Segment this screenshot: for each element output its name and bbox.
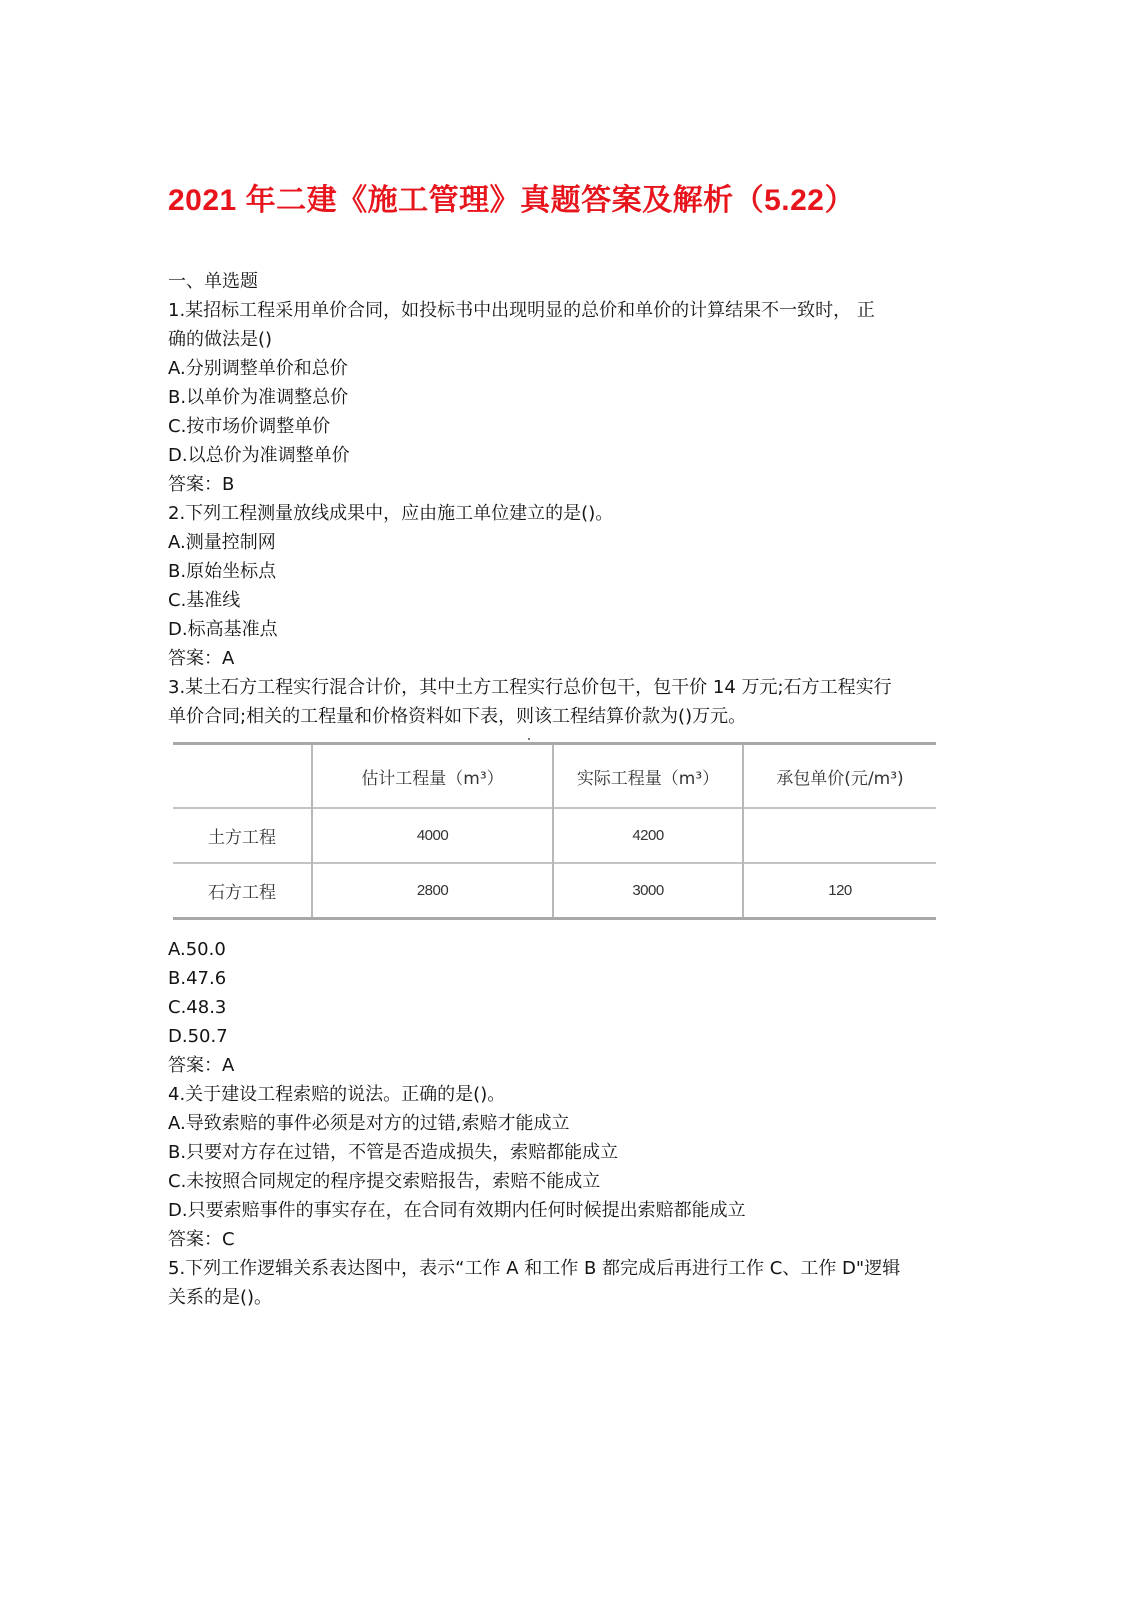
question-1-option-b: B.以单价为准调整总价 [168, 387, 349, 408]
question-2-option-c: C.基准线 [168, 590, 241, 611]
question-3-option-d: D.50.7 [168, 1026, 228, 1047]
question-3-stem-cont: 单价合同;相关的工程量和价格资料如下表，则该工程结算价款为()万元。 [168, 706, 747, 727]
question-3-stem: 3.某土石方工程实行混合计价，其中土方工程实行总价包干，包干价 14 万元;石方工程实行 [168, 677, 892, 698]
cell-rockwork-actual: 3000 [553, 863, 743, 919]
table-header-blank [173, 744, 312, 809]
cell-earthwork-unit-price [743, 808, 936, 863]
table-row [173, 863, 936, 919]
question-4-option-d: D.只要索赔事件的事实存在，在合同有效期内任何时候提出索赔都能成立 [168, 1200, 746, 1221]
question-5-stem-cont: 关系的是()。 [168, 1287, 273, 1308]
question-3-option-c: C.48.3 [168, 997, 227, 1018]
question-3-option-b: B.47.6 [168, 968, 227, 989]
cell-earthwork-actual: 4200 [553, 808, 743, 863]
stray-dot [528, 738, 530, 740]
table-header-unit-price: 承包单价(元/m³) [743, 744, 936, 809]
quantity-price-table [173, 742, 936, 920]
cell-rockwork-unit-price: 120 [743, 863, 936, 919]
table-header-row [173, 744, 936, 809]
question-3-answer: 答案：A [168, 1055, 235, 1076]
question-4-stem: 4.关于建设工程索赔的说法。正确的是()。 [168, 1084, 506, 1105]
row-label-earthwork: 土方工程 [173, 808, 312, 863]
question-5-stem: 5.下列工作逻辑关系表达图中，表示“工作 A 和工作 B 都完成后再进行工作 C、工作 D"逻辑 [168, 1258, 901, 1279]
question-1-stem-cont: 确的做法是() [168, 329, 273, 350]
question-1-option-d: D.以总价为准调整单价 [168, 445, 350, 466]
question-4-option-c: C.未按照合同规定的程序提交索赔报告，索赔不能成立 [168, 1171, 601, 1192]
question-2-option-a: A.测量控制网 [168, 532, 276, 553]
question-4-option-a: A.导致索赔的事件必须是对方的过错,索赔才能成立 [168, 1113, 570, 1134]
section-heading: 一、单选题 [168, 271, 258, 292]
question-2-option-b: B.原始坐标点 [168, 561, 277, 582]
question-3-option-a: A.50.0 [168, 939, 226, 960]
question-4-option-b: B.只要对方存在过错，不管是否造成损失，索赔都能成立 [168, 1142, 619, 1163]
question-2-answer: 答案：A [168, 648, 235, 669]
question-2-option-d: D.标高基准点 [168, 619, 278, 640]
table-header-estimated-quantity: 估计工程量（m³） [312, 744, 553, 809]
question-4-answer: 答案：C [168, 1229, 235, 1250]
question-1-option-c: C.按市场价调整单价 [168, 416, 331, 437]
cell-rockwork-estimated: 2800 [312, 863, 553, 919]
document-title: 2021 年二建《施工管理》真题答案及解析（5.22） [168, 184, 855, 217]
table-row [173, 808, 936, 863]
row-label-rockwork: 石方工程 [173, 863, 312, 919]
question-1-option-a: A.分别调整单价和总价 [168, 358, 348, 379]
question-1-answer: 答案：B [168, 474, 235, 495]
question-2-stem: 2.下列工程测量放线成果中，应由施工单位建立的是()。 [168, 503, 614, 524]
cell-earthwork-estimated: 4000 [312, 808, 553, 863]
question-1-stem: 1.某招标工程采用单价合同，如投标书中出现明显的总价和单价的计算结果不一致时， 正 [168, 300, 875, 321]
table-header-actual-quantity: 实际工程量（m³） [553, 744, 743, 809]
